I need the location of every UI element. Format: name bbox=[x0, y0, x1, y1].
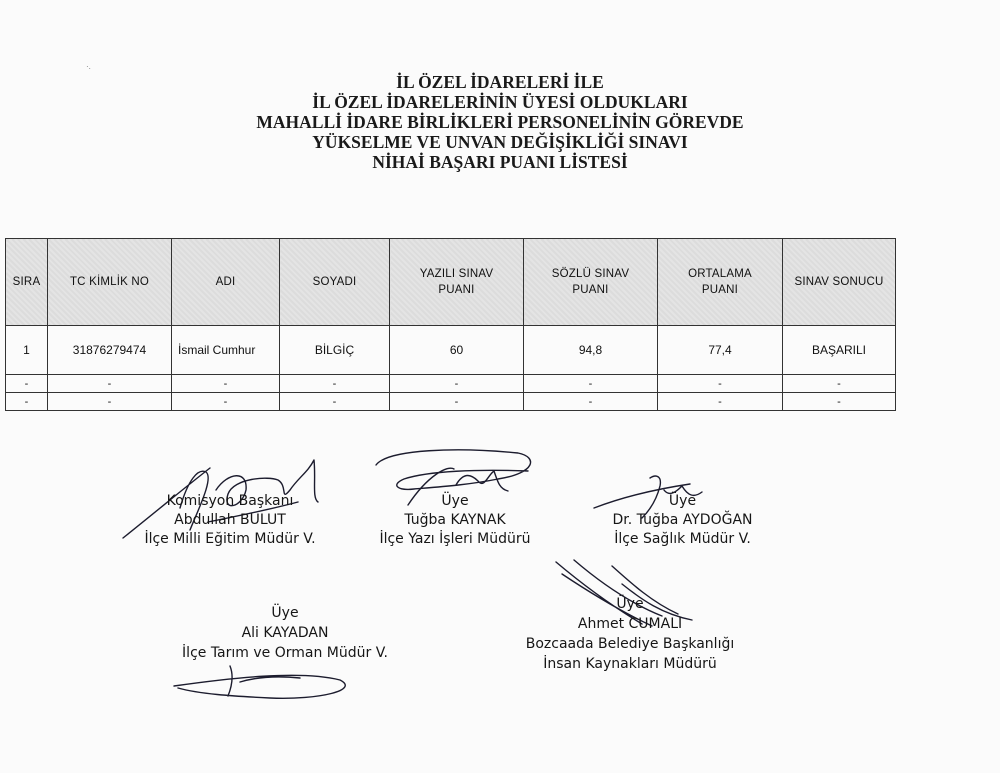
signatory-title: İlçe Sağlık Müdür V. bbox=[614, 531, 751, 547]
cell-sinav-sonucu: - bbox=[783, 393, 896, 411]
signatory-title-line-2: İnsan Kaynakları Müdürü bbox=[543, 656, 717, 672]
signatory-kaynak bbox=[355, 492, 555, 549]
document-title bbox=[0, 72, 1000, 172]
signatory-baskan bbox=[120, 492, 340, 549]
cell-sira: 1 bbox=[6, 326, 48, 375]
title-line-3: MAHALLİ İDARE BİRLİKLERİ PERSONELİNİN GÖREVDE bbox=[256, 112, 744, 132]
signatory-name: Ali KAYADAN bbox=[241, 625, 329, 641]
signatory-title: İlçe Milli Eğitim Müdür V. bbox=[144, 531, 316, 547]
header-sira: SIRA bbox=[6, 239, 48, 326]
results-table bbox=[5, 238, 896, 411]
signatory-role: Üye bbox=[271, 605, 299, 621]
cell-tc-kimlik-no: 31876279474 bbox=[48, 326, 172, 375]
signatory-title: İlçe Tarım ve Orman Müdür V. bbox=[182, 645, 388, 661]
signatory-kayadan bbox=[160, 603, 410, 663]
header-soyadi: SOYADI bbox=[280, 239, 390, 326]
cell-yazili-puani: - bbox=[390, 375, 524, 393]
signatory-name: Tuğba KAYNAK bbox=[404, 512, 506, 528]
cell-adi: - bbox=[172, 375, 280, 393]
scan-speck: ·. bbox=[86, 62, 91, 71]
cell-soyadi: - bbox=[280, 393, 390, 411]
cell-ortalama-puani: - bbox=[658, 375, 783, 393]
cell-sira: - bbox=[6, 375, 48, 393]
title-line-1: İL ÖZEL İDARELERİ İLE bbox=[396, 72, 604, 92]
signatory-title: İlçe Yazı İşleri Müdürü bbox=[379, 531, 531, 547]
header-sozlu-line-2: PUANI bbox=[572, 284, 609, 296]
header-adi: ADI bbox=[172, 239, 280, 326]
cell-sinav-sonucu: - bbox=[783, 375, 896, 393]
signatory-name: Ahmet CUMALI bbox=[577, 616, 683, 632]
signature-kayadan bbox=[170, 656, 355, 706]
cell-tc-kimlik-no: - bbox=[48, 393, 172, 411]
header-tc-kimlik-no: TC KİMLİK NO bbox=[48, 239, 172, 326]
table-row bbox=[6, 326, 896, 375]
cell-adi: - bbox=[172, 393, 280, 411]
signatory-name: Dr. Tuğba AYDOĞAN bbox=[612, 512, 753, 528]
header-ortalama-line-1: ORTALAMA bbox=[688, 268, 752, 280]
cell-ortalama-puani: 77,4 bbox=[658, 326, 783, 375]
signatory-role: Komisyon Başkanı bbox=[166, 493, 294, 509]
signatory-title-line-1: Bozcaada Belediye Başkanlığı bbox=[525, 636, 735, 652]
cell-sinav-sonucu: BAŞARILI bbox=[783, 326, 896, 375]
header-yazili-sinav-puani bbox=[390, 239, 524, 326]
header-yazili-line-1: YAZILI SINAV bbox=[419, 268, 494, 280]
signatory-name: Abdullah BULUT bbox=[174, 512, 286, 528]
header-sinav-sonucu: SINAV SONUCU bbox=[783, 239, 896, 326]
signatory-role: Üye bbox=[616, 596, 644, 612]
title-line-4: YÜKSELME VE UNVAN DEĞİŞİKLİĞİ SINAVI bbox=[312, 132, 688, 152]
cell-adi: İsmail Cumhur bbox=[172, 326, 280, 375]
cell-soyadi: - bbox=[280, 375, 390, 393]
table-row bbox=[6, 375, 896, 393]
cell-ortalama-puani: - bbox=[658, 393, 783, 411]
title-line-2: İL ÖZEL İDARELERİNİN ÜYESİ OLDUKLARI bbox=[312, 92, 688, 112]
cell-sira: - bbox=[6, 393, 48, 411]
header-ortalama-line-2: PUANI bbox=[701, 284, 739, 296]
header-yazili-line-2: PUANI bbox=[438, 284, 475, 296]
title-line-5: NİHAİ BAŞARI PUANI LİSTESİ bbox=[372, 152, 628, 172]
header-sozlu-sinav-puani bbox=[524, 239, 658, 326]
signatory-aydogan bbox=[585, 492, 780, 549]
signatory-role: Üye bbox=[441, 493, 469, 509]
cell-soyadi: BİLGİÇ bbox=[280, 326, 390, 375]
header-ortalama-puani bbox=[658, 239, 783, 326]
header-sozlu-line-1: SÖZLÜ SINAV bbox=[551, 268, 630, 280]
signatory-role: Üye bbox=[668, 493, 697, 509]
signatory-cumali bbox=[510, 594, 750, 674]
cell-yazili-puani: 60 bbox=[390, 326, 524, 375]
table-header-row bbox=[6, 239, 896, 326]
cell-sozlu-puani: - bbox=[524, 393, 658, 411]
cell-sozlu-puani: 94,8 bbox=[524, 326, 658, 375]
table-row bbox=[6, 393, 896, 411]
cell-yazili-puani: - bbox=[390, 393, 524, 411]
cell-tc-kimlik-no: - bbox=[48, 375, 172, 393]
cell-sozlu-puani: - bbox=[524, 375, 658, 393]
